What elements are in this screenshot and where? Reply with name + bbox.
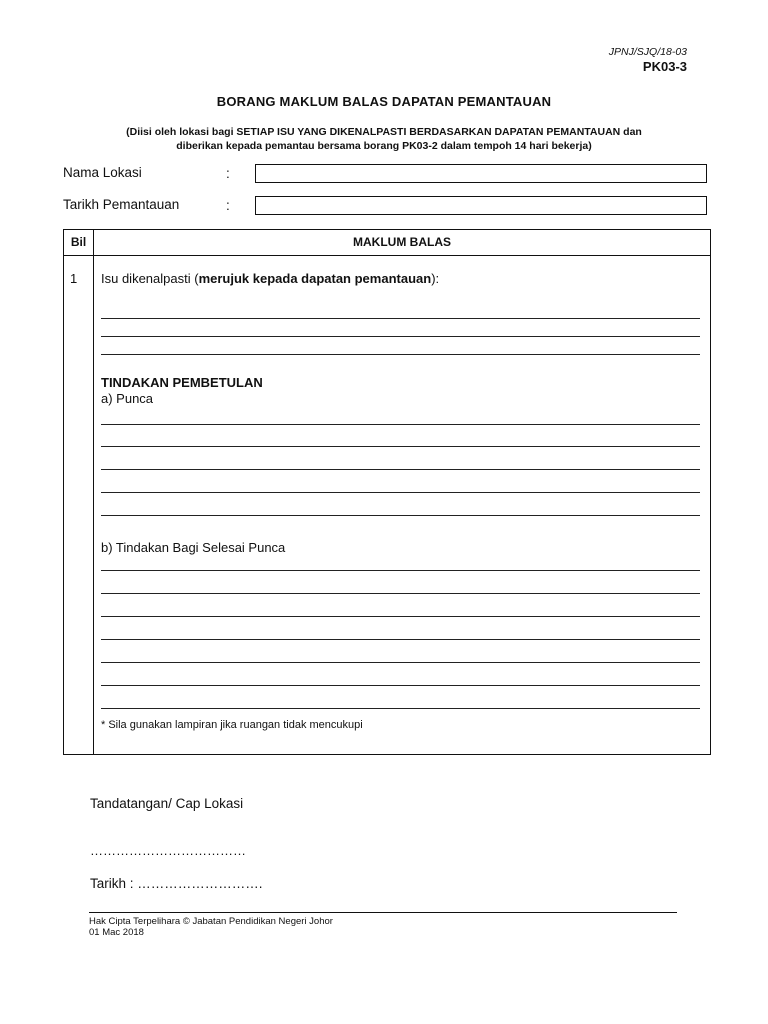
signature-date-text: Tarikh : ………………………. <box>90 876 263 891</box>
instruction-line-1: (Diisi oleh lokasi bagi SETIAP ISU YANG DIKENALPASTI BERDASARKAN DAPATAN PEMANTAUAN dan <box>126 126 642 138</box>
cause-write-line[interactable] <box>101 446 700 447</box>
location-colon: : <box>226 166 230 181</box>
location-field[interactable] <box>255 164 707 183</box>
document-reference: JPNJ/SJQ/18-03 <box>608 46 687 58</box>
signature-date-line[interactable] <box>90 876 263 891</box>
document-code: PK03-3 <box>642 59 687 74</box>
signature-label: Tandatangan/ Cap Lokasi <box>90 796 244 811</box>
footer-divider <box>89 912 677 913</box>
issue-label-prefix: Isu dikenalpasti ( <box>101 271 199 286</box>
instruction-line-2: diberikan kepada pemantau bersama borang PK03-2 dalam tempoh 14 hari bekerja) <box>176 140 592 152</box>
issue-label-emphasis: merujuk kepada dapatan pemantauan <box>198 271 432 286</box>
column-header-bil: Bil <box>70 235 87 249</box>
date-colon: : <box>226 198 230 213</box>
cause-write-line[interactable] <box>101 515 700 516</box>
issue-write-line[interactable] <box>101 354 700 355</box>
column-header-feedback: MAKLUM BALAS <box>353 235 451 249</box>
location-field-value <box>256 167 260 181</box>
resolution-write-line[interactable] <box>101 616 700 617</box>
form-title: BORANG MAKLUM BALAS DAPATAN PEMANTAUAN <box>216 94 552 109</box>
signature-line[interactable]: ……………………………… <box>90 843 246 858</box>
issue-write-line[interactable] <box>101 318 700 319</box>
table-column-divider <box>93 230 94 754</box>
resolution-write-line[interactable] <box>101 662 700 663</box>
footer-date: 01 Mac 2018 <box>89 927 144 938</box>
date-field-value <box>256 199 260 213</box>
cause-write-line[interactable] <box>101 492 700 493</box>
row-number: 1 <box>70 271 78 286</box>
form-instruction <box>60 125 708 153</box>
resolution-write-line[interactable] <box>101 593 700 594</box>
footer-copyright: Hak Cipta Terpelihara © Jabatan Pendidikan Negeri Johor <box>89 916 333 927</box>
resolution-write-line[interactable] <box>101 685 700 686</box>
date-field[interactable] <box>255 196 707 215</box>
corrective-action-heading: TINDAKAN PEMBETULAN <box>101 375 263 390</box>
attachment-note: * Sila gunakan lampiran jika ruangan tidak mencukupi <box>101 719 363 731</box>
issue-write-line[interactable] <box>101 336 700 337</box>
issue-label <box>101 271 439 286</box>
date-label: Tarikh Pemantauan <box>63 197 180 212</box>
cause-label: a) Punca <box>101 391 154 406</box>
footer <box>89 916 333 938</box>
resolution-write-line[interactable] <box>101 570 700 571</box>
resolution-write-line[interactable] <box>101 639 700 640</box>
cause-write-line[interactable] <box>101 424 700 425</box>
resolution-write-line[interactable] <box>101 708 700 709</box>
cause-write-line[interactable] <box>101 469 700 470</box>
location-label: Nama Lokasi <box>63 165 142 180</box>
issue-label-suffix: ): <box>431 271 440 286</box>
resolution-label: b) Tindakan Bagi Selesai Punca <box>101 540 286 555</box>
